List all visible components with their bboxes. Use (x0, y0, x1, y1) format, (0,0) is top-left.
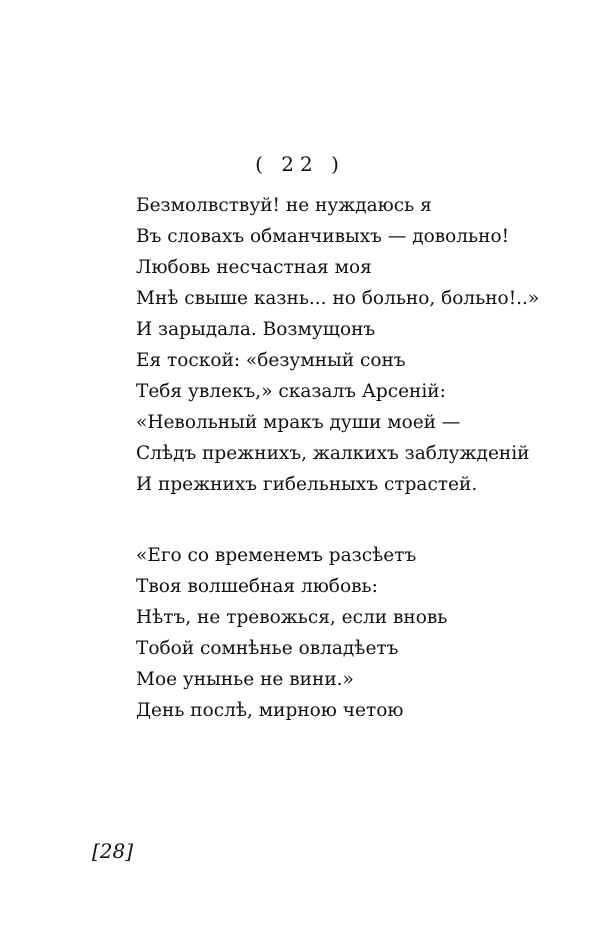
verse-line: Любовь несчастная моя (136, 257, 372, 278)
verse-line: Нѣтъ, не тревожься, если вновь (136, 607, 448, 628)
verse-line: День послѣ, мирною четою (136, 700, 404, 721)
verse-line: Безмолвствуй! не нуждаюсь я (136, 195, 432, 216)
verse-line: Тобой сомнѣнье овладѣетъ (136, 638, 399, 659)
verse-line: «Невольный мракъ души моей — (136, 412, 461, 433)
verse-line: Мнѣ свыше казнь... но больно, больно!..» (136, 288, 540, 309)
verse-line: Ея тоской: «безумный сонъ (136, 350, 406, 371)
verse-line: И зарыдала. Возмущонъ (136, 319, 376, 340)
verse-line: «Его со временемъ разсѣетъ (136, 545, 417, 566)
verse-line: Тебя увлекъ,» сказалъ Арсеній: (136, 381, 446, 402)
page-number: ( 22 ) (255, 152, 345, 176)
verse-line: Слѣдъ прежнихъ, жалкихъ заблужденій (136, 443, 530, 464)
verse-line: Твоя волшебная любовь: (136, 576, 378, 597)
poem-stanza-2 (136, 540, 447, 726)
verse-line: И прежнихъ гибельныхъ страстей. (136, 474, 478, 495)
scan-page-marker: [28] (92, 839, 134, 863)
verse-line: Въ словахъ обманчивыхъ — довольно! (136, 226, 510, 247)
verse-line: Мое унынье не вини.» (136, 669, 354, 690)
poem-stanza-1 (136, 190, 539, 500)
